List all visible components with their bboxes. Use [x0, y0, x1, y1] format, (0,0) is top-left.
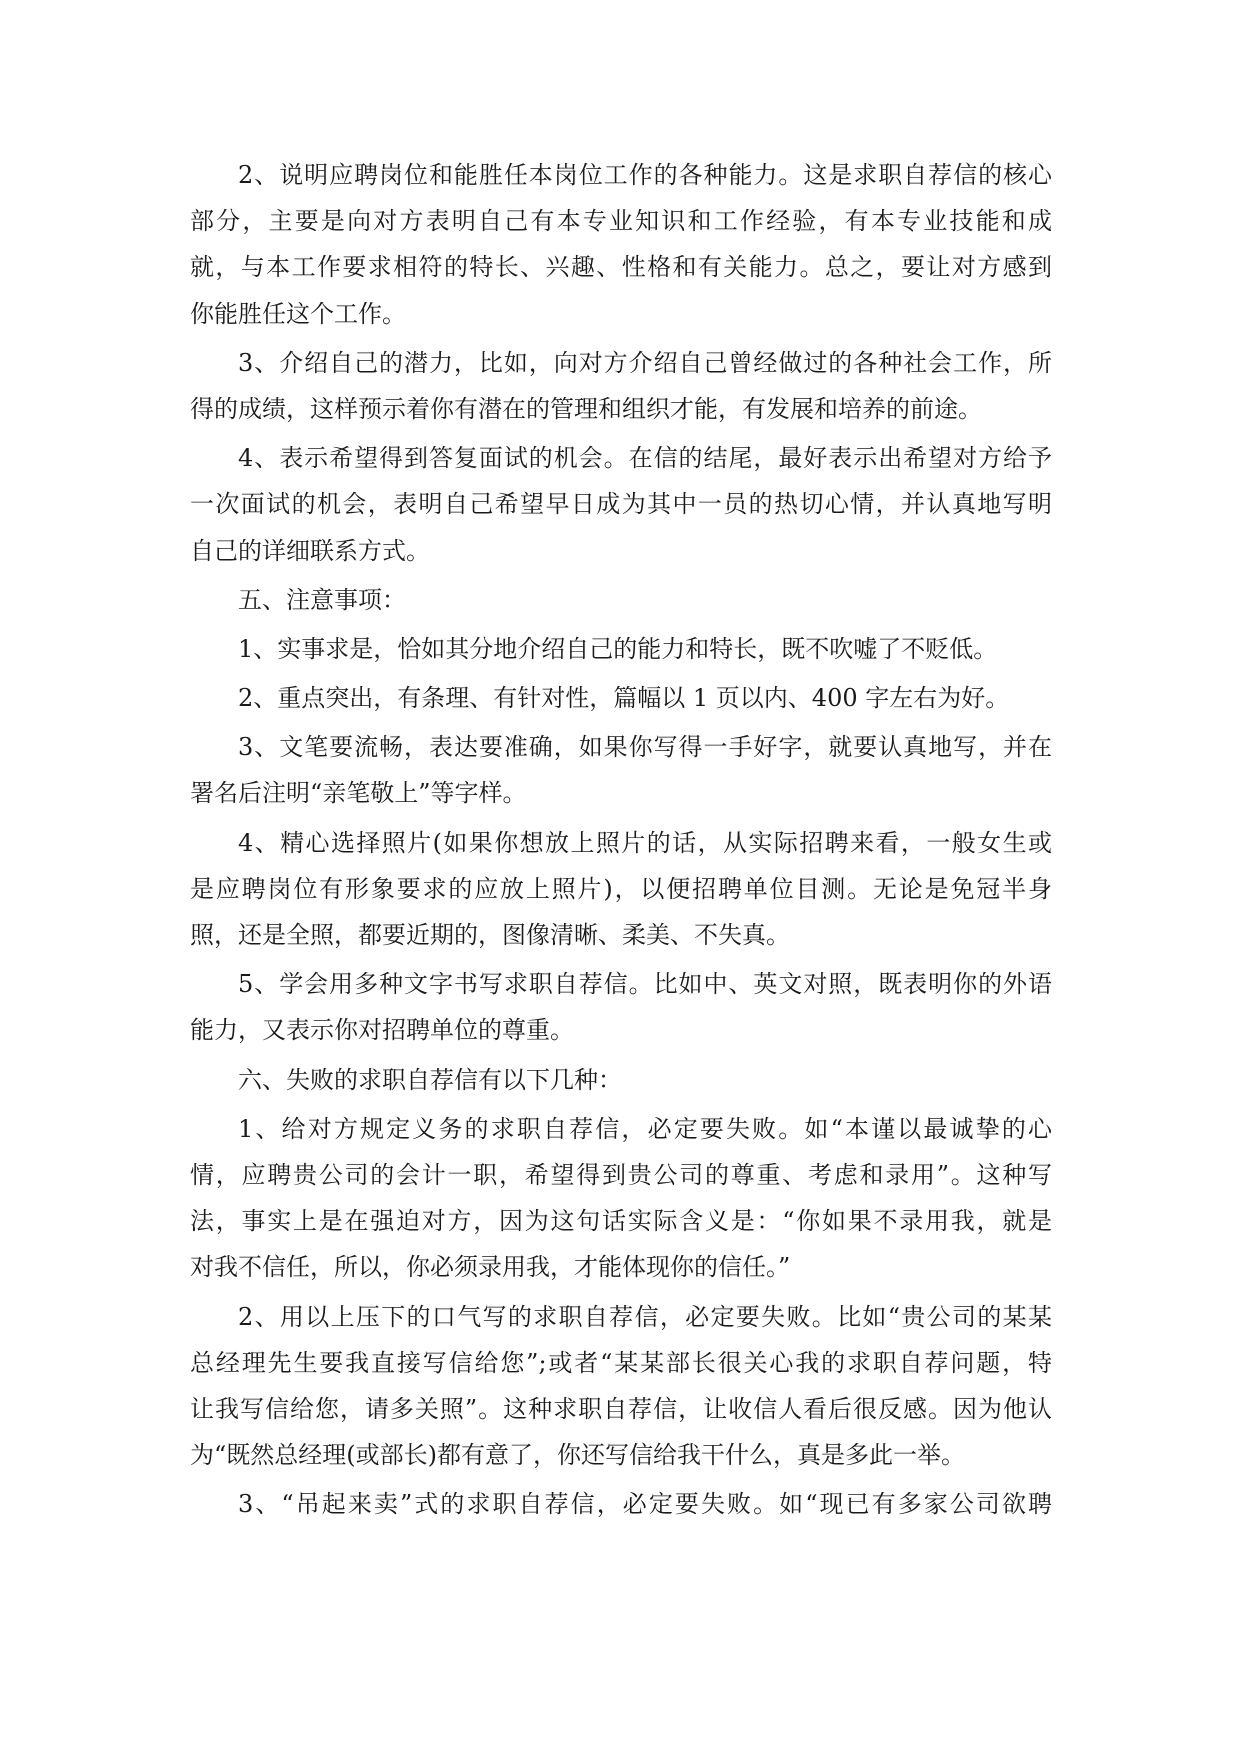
paragraph-note-1 [190, 626, 1052, 672]
text-line: 3、介绍自己的潜力，比如，向对方介绍自己曾经做过的各种社会工作，所 [238, 348, 1052, 377]
text-line: 部分，主要是向对方表明自己有本专业知识和工作经验，有本专业技能和成 [190, 207, 1052, 236]
text-line: 2、用以上压下的口气写的求职自荐信，必定要失败。比如“贵公司的某某 [238, 1302, 1052, 1331]
text-line: 2、说明应聘岗位和能胜任本岗位工作的各种能力。这是求职自荐信的核心 [238, 161, 1052, 189]
text-line: 1、实事求是，恰如其分地介绍自己的能力和特长，既不吹嘘了不贬低。 [238, 634, 998, 663]
heading-line: 五、注意事项： [238, 585, 406, 614]
section-heading-failures [190, 1057, 1052, 1103]
text-line: 3、“吊起来卖”式的求职自荐信，必定要失败。如“现已有多家公司欲聘 [238, 1490, 1052, 1519]
text-line: 署名后注明“亲笔敬上”等字样。 [190, 779, 527, 808]
paragraph-note-3 [190, 724, 1052, 816]
text-line: 4、表示希望得到答复面试的机会。在信的结尾，最好表示出希望对方给予 [238, 444, 1052, 473]
heading-line: 六、失败的求职自荐信有以下几种： [238, 1065, 622, 1094]
text-line: 你能胜任这个工作。 [190, 299, 406, 328]
text-line: 自己的详细联系方式。 [190, 536, 430, 565]
text-line: 让我写信给您，请多关照”。这种求职自荐信，让收信人看后很反感。因为他认 [190, 1394, 1052, 1423]
text-line: 5、学会用多种文字书写求职自荐信。比如中、英文对照，既表明你的外语 [238, 970, 1052, 999]
text-line: 能力，又表示你对招聘单位的尊重。 [190, 1016, 574, 1045]
text-line: 为“既然总经理(或部长)都有意了，你还写信给我干什么，真是多此一举。 [190, 1441, 965, 1470]
text-line: 得的成绩，这样预示着你有潜在的管理和组织才能，有发展和培养的前途。 [190, 394, 982, 423]
paragraph-failure-2 [190, 1294, 1052, 1479]
paragraph-failure-3 [190, 1481, 1052, 1527]
section-heading-notes [190, 577, 1052, 623]
paragraph-failure-1 [190, 1106, 1052, 1291]
text-line: 2、重点突出，有条理、有针对性，篇幅以 1 页以内、400 字左右为好。 [238, 684, 1010, 713]
text-line: 4、精心选择照片(如果你想放上照片的话，从实际招聘来看，一般女生或 [238, 828, 1052, 857]
text-line: 总经理先生要我直接写信给您”;或者“某某部长很关心我的求职自荐问题，特 [190, 1348, 1052, 1377]
text-line: 对我不信任，所以，你必须录用我，才能体现你的信任。” [190, 1253, 791, 1282]
document-body [190, 152, 1052, 1527]
paragraph-note-5 [190, 961, 1052, 1053]
paragraph-interview [190, 435, 1052, 574]
text-line: 1、给对方规定义务的求职自荐信，必定要失败。如“本谨以最诚挚的心 [238, 1114, 1052, 1143]
paragraph-note-4 [190, 820, 1052, 959]
text-line: 情，应聘贵公司的会计一职，希望得到贵公司的尊重、考虑和录用”。这种写 [190, 1160, 1052, 1189]
text-line: 是应聘岗位有形象要求的应放上照片)，以便招聘单位目测。无论是免冠半身 [190, 874, 1052, 903]
text-line: 照，还是全照，都要近期的，图像清晰、柔美、不失真。 [190, 921, 790, 949]
paragraph-potential [190, 340, 1052, 432]
paragraph-ability [190, 152, 1052, 337]
text-line: 一次面试的机会，表明自己希望早日成为其中一员的热切心情，并认真地写明 [190, 490, 1052, 519]
text-line: 法，事实上是在强迫对方，因为这句话实际含义是：“你如果不录用我，就是 [190, 1207, 1052, 1236]
text-line: 就，与本工作要求相符的特长、兴趣、性格和有关能力。总之，要让对方感到 [190, 253, 1052, 282]
text-line: 3、文笔要流畅，表达要准确，如果你写得一手好字，就要认真地写，并在 [238, 733, 1052, 762]
paragraph-note-2 [190, 675, 1052, 721]
